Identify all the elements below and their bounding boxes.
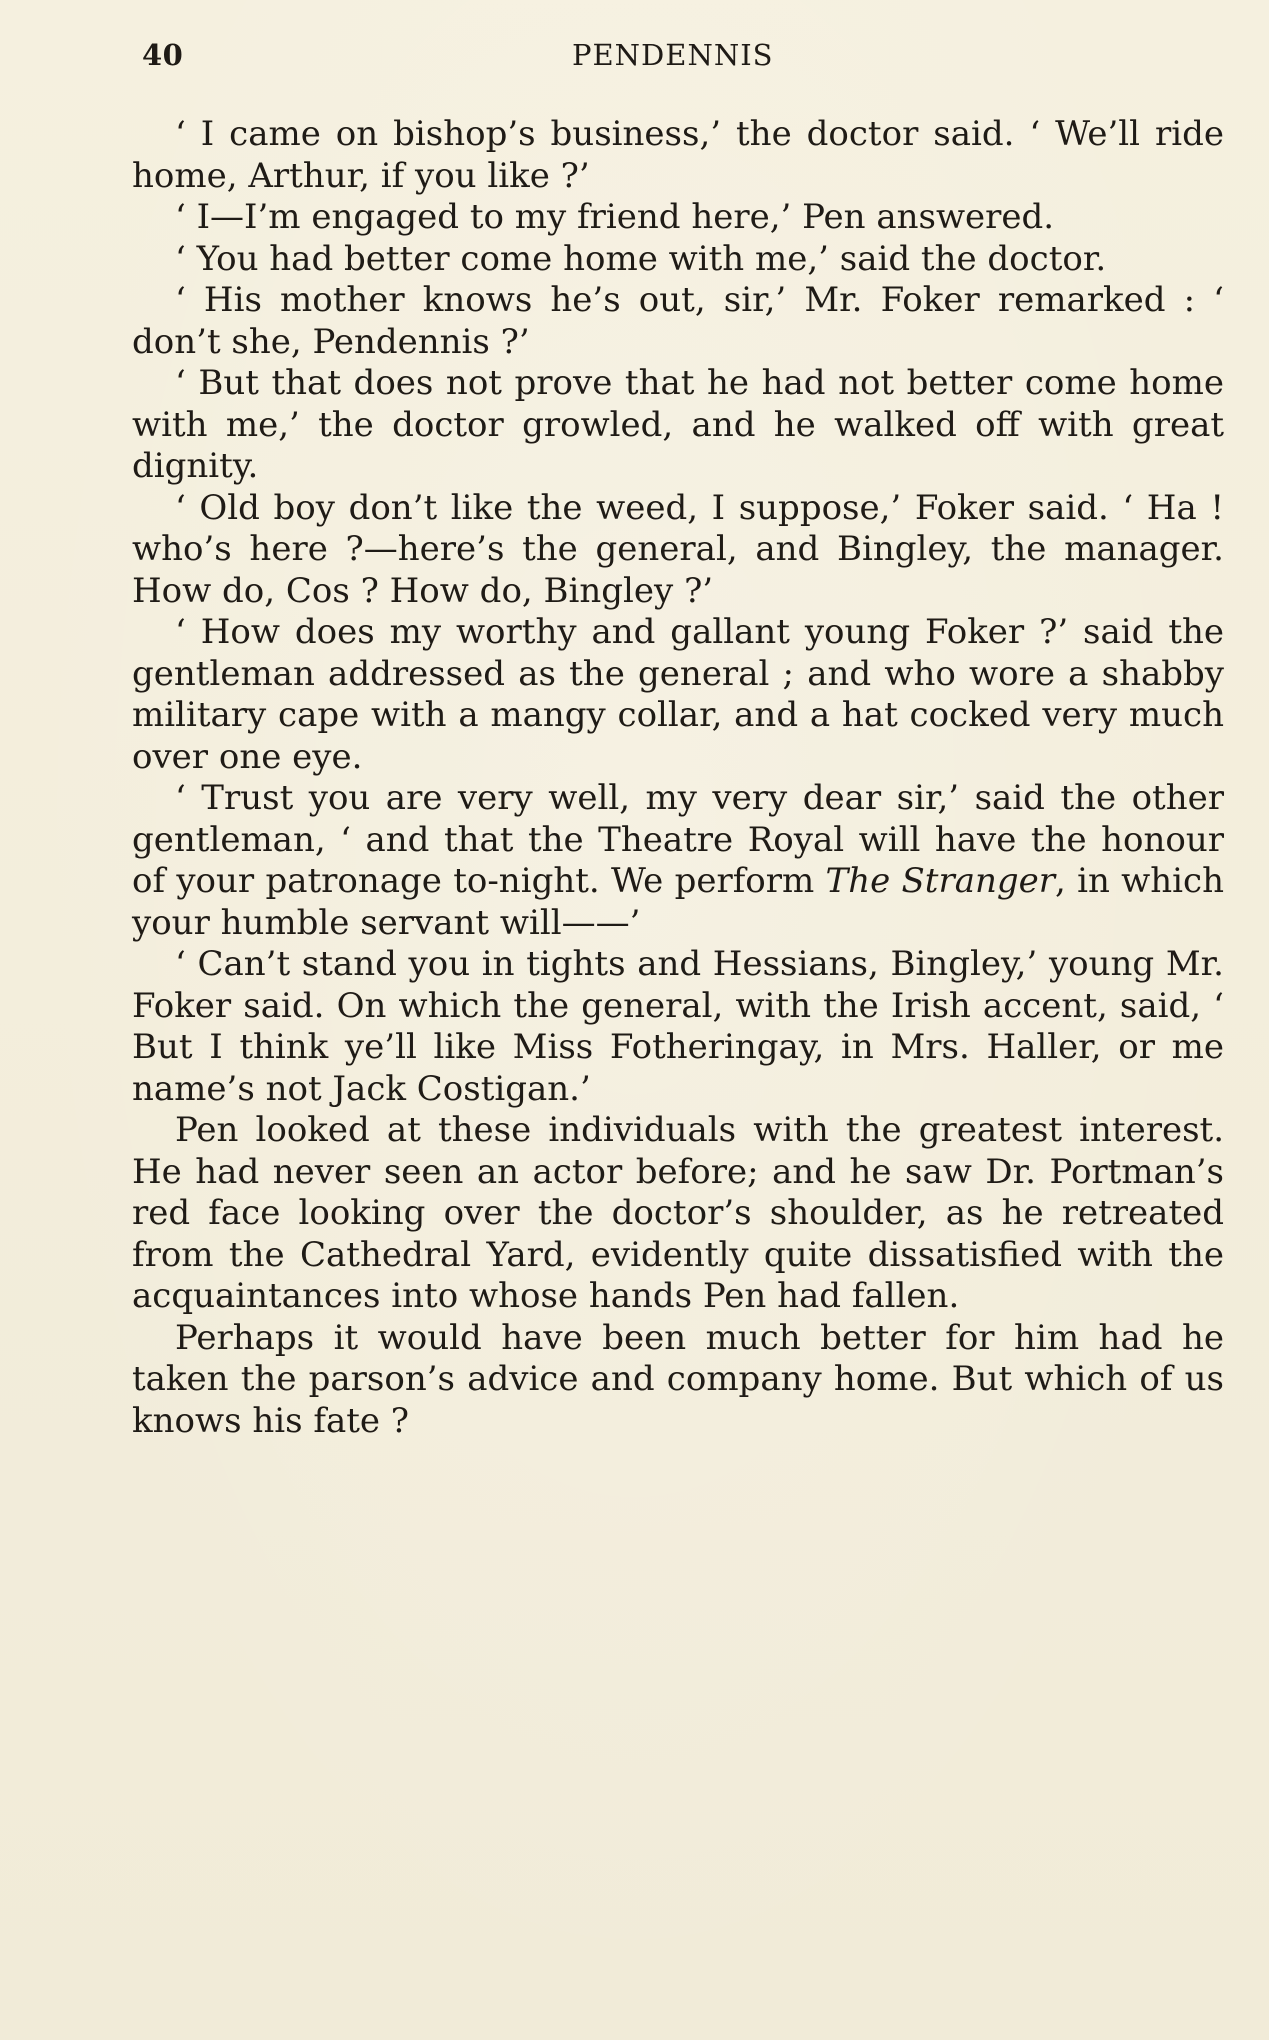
- paragraph: ‘ Can’t stand you in tights and Hessians, Bingley,’ young Mr. Foker said. On which the general, with the Irish accent, said, ‘ But I think ye’ll like Miss Fotheringay, in Mrs. Haller, or me name’s not Jack Costigan.’: [132, 944, 1224, 1109]
- paragraph-text: , in which your humble servant will——’: [132, 861, 1224, 943]
- paragraph: ‘ But that does not prove that he had not better come home with me,’ the doctor growled, and he walked off with great dignity.: [132, 363, 1224, 486]
- page-header: [142, 38, 1222, 78]
- body-text: [132, 114, 1224, 1442]
- play-title: The Stranger: [825, 861, 1056, 901]
- paragraph-text: ‘ Trust you are very well, my very dear sir,’ said the other gentleman, ‘ and that the Theatre Royal will have the honour of your patronage to-night. We perform: [132, 778, 1224, 901]
- paragraph: [132, 778, 1224, 944]
- paragraph: ‘ How does my worthy and gallant young Foker ?’ said the gentleman addressed as the general ; and who wore a shabby military cape with a mangy collar, and a hat cocked very much over one eye.: [132, 612, 1224, 777]
- paragraph: ‘ You had better come home with me,’ said the doctor.: [175, 238, 1107, 279]
- paragraph: ‘ I—I’m engaged to my friend here,’ Pen answered.: [175, 197, 1055, 237]
- paragraph: Pen looked at these individuals with the greatest interest. He had never seen an actor before; and he saw Dr. Portman’s red face looking over the doctor’s shoulder, as he retreated from the Cathedral Yard, evidently quite dissatisfied with the acquaintances into whose hands Pen had fallen.: [132, 1110, 1224, 1316]
- paragraph: ‘ Old boy don’t like the weed, I suppose,’ Foker said. ‘ Ha ! who’s here ?—here’s the general, and Bingley, the manager. How do, Cos ? How do, Bingley ?’: [132, 487, 1224, 611]
- running-title: PENDENNIS: [572, 38, 774, 72]
- paragraph: ‘ His mother knows he’s out, sir,’ Mr. Foker remarked : ‘ don’t she, Pendennis ?’: [132, 280, 1224, 362]
- paragraph: ‘ I came on bishop’s business,’ the doctor said. ‘ We’ll ride home, Arthur, if you like ?’: [132, 114, 1224, 196]
- page-number: 40: [142, 38, 184, 72]
- paragraph: Perhaps it would have been much better for him had he taken the parson’s advice and company home. But which of us knows his fate ?: [132, 1317, 1224, 1441]
